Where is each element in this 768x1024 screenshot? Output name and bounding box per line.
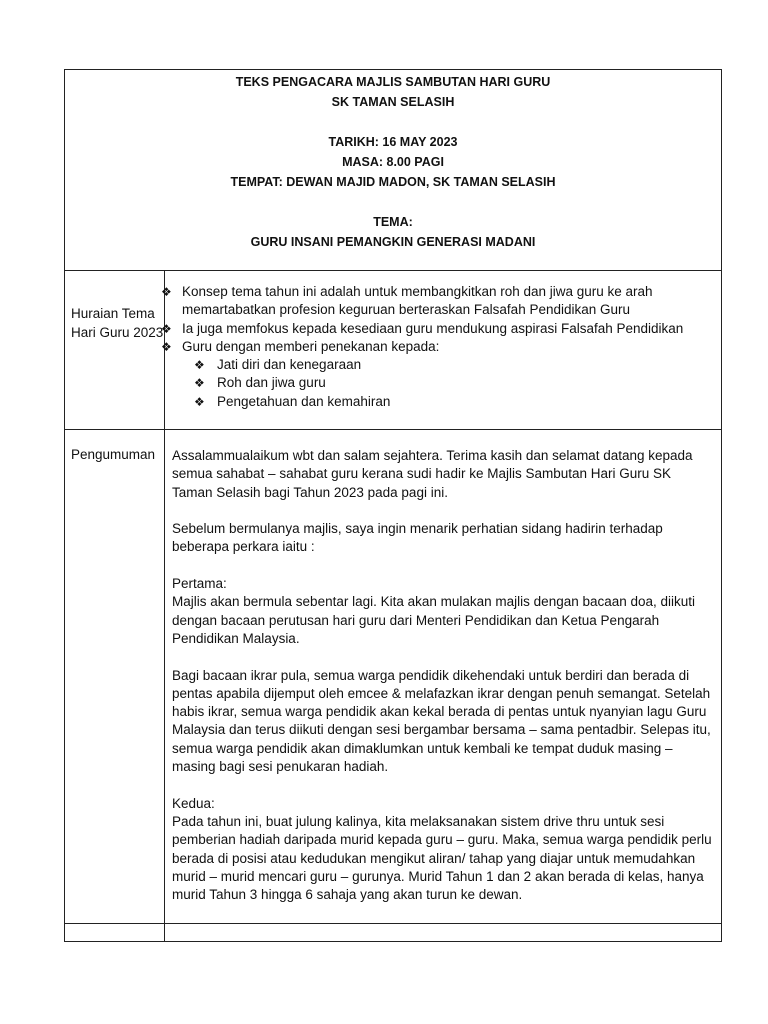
pengumuman-label: Pengumuman — [71, 447, 156, 462]
header-cell — [65, 70, 722, 271]
list-item: ❖ Ia juga memfokus kepada kesediaan guru mendukung aspirasi Falsafah Pendidikan — [161, 320, 717, 338]
pertama-section — [172, 575, 715, 648]
huraian-sub-bullet-list — [165, 356, 721, 411]
pengumuman-row — [65, 430, 722, 924]
document-title: TEKS PENGACARA MAJLIS SAMBUTAN HARI GURU — [235, 75, 551, 89]
blank-label-cell — [65, 923, 165, 941]
pertama-paragraph: Majlis akan bermula sebentar lagi. Kita akan mulakan majlis dengan bacaan doa, diikuti dengan bacaan perutusan hari guru dari Menteri Pendidikan dan Ketua Pengarah Pendidikan Malaysia. — [172, 594, 696, 646]
four-diamond-bullet-icon: ❖ — [194, 358, 205, 373]
four-diamond-bullet-icon: ❖ — [161, 321, 172, 336]
pengumuman-label-cell — [65, 430, 165, 924]
header-row — [65, 70, 722, 271]
blank-row — [65, 923, 722, 941]
huraian-label-cell — [65, 271, 165, 430]
list-item: ❖ Roh dan jiwa guru — [165, 374, 721, 392]
four-diamond-bullet-icon: ❖ — [194, 394, 205, 409]
four-diamond-bullet-icon: ❖ — [161, 285, 172, 299]
kedua-paragraph: Pada tahun ini, buat julung kalinya, kita melaksanakan sistem drive thru untuk sesi pemberian hadiah daripada murid kepada guru – guru. Maka, semua warga pendidik perlu berada di posisi atau kedudukan mengikut aliran/ tahap yang diajar untuk memudahkan murid – murid mencari guru – gurunya. Murid Tahun 1 dan 2 akan berada di kelas, hanya murid Tahun 3 hingga 6 sahaja yang akan turun ke dewan. — [172, 813, 712, 903]
blank-content-cell — [165, 923, 722, 941]
huraian-row — [65, 271, 722, 430]
theme-label: TEMA: — [373, 215, 413, 229]
pertama-heading: Pertama: — [172, 576, 227, 592]
kedua-heading: Kedua: — [172, 795, 215, 811]
four-diamond-bullet-icon: ❖ — [194, 376, 205, 391]
huraian-label: Huraian Tema Hari Guru 2023 — [71, 306, 164, 340]
four-diamond-bullet-icon: ❖ — [161, 339, 172, 354]
event-date: TARIKH: 16 MAY 2023 — [328, 135, 458, 149]
school-name: SK TAMAN SELASIH — [331, 95, 455, 109]
theme-title: GURU INSANI PEMANGKIN GENERASI MADANI — [250, 235, 536, 249]
intro-paragraph: Assalammualaikum wbt dan salam sejahtera. Terima kasih dan selamat datang kepada semua sahabat – sahabat guru kerana sudi hadir ke Majlis Sambutan Hari Guru SK Taman Selasih bagi Tahun 2023 pada pagi ini. — [172, 448, 693, 500]
kedua-section — [172, 795, 715, 905]
list-item: ❖ Guru dengan memberi penekanan kepada: — [161, 338, 717, 356]
list-item: ❖ Jati diri dan kenegaraan — [165, 356, 721, 374]
huraian-content-cell — [161, 271, 722, 430]
attention-paragraph: Sebelum bermulanya majlis, saya ingin menarik perhatian sidang hadirin terhadap beberapa perkara iaitu : — [172, 521, 663, 555]
pengumuman-content-cell — [165, 430, 722, 924]
list-item: ❖ Pengetahuan dan kemahiran — [165, 393, 721, 411]
huraian-bullet-list — [161, 271, 721, 356]
ikrar-paragraph: Bagi bacaan ikrar pula, semua warga pendidik dikehendaki untuk berdiri dan berada di pentas apabila dijemput oleh emcee & melafazkan ikrar dengan penuh semangat. Setelah habis ikrar, semua warga pendidik akan kekal berada di pentas untuk nyanyian lagu Guru Malaysia dan terus diikuti dengan sesi bergambar bersama – sama pentadbir. Selepas itu, semua warga pendidik akan dimaklumkan untuk kembali ke tempat duduk masing – masing bagi sesi penukaran hadiah. — [172, 667, 711, 775]
document-table — [64, 69, 722, 942]
event-time: MASA: 8.00 PAGI — [342, 155, 444, 169]
list-item: ❖ Konsep tema tahun ini adalah untuk membangkitkan roh dan jiwa guru ke arah memartabatkan profesion keguruan berteraskan Falsafah Pendidikan Guru — [161, 284, 653, 318]
event-venue: TEMPAT: DEWAN MAJID MADON, SK TAMAN SELASIH — [230, 175, 556, 189]
